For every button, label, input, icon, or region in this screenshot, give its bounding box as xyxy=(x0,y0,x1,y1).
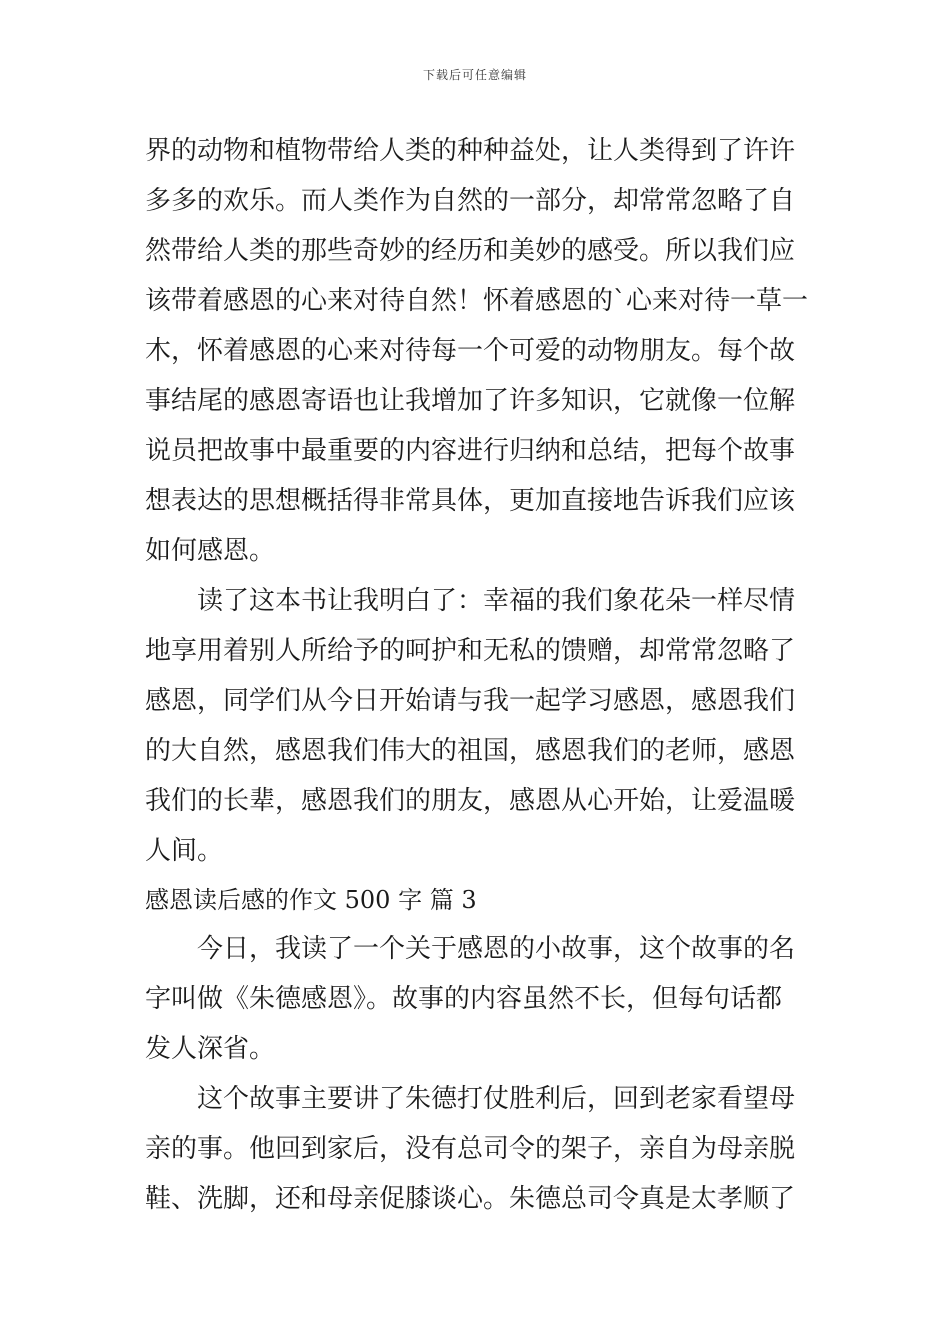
text-line: 人间。 xyxy=(145,836,224,866)
paragraph-start-line: 今日，我读了一个关于感恩的小故事，这个故事的名 xyxy=(197,934,796,964)
text-line: 如何感恩。 xyxy=(145,536,276,566)
text-line: 该带着感恩的心来对待自然！怀着感恩的`心来对待一草一 xyxy=(145,286,809,316)
text-line: 界的动物和植物带给人类的种种益处，让人类得到了许许 xyxy=(145,136,796,166)
text-line: 木，怀着感恩的心来对待每一个可爱的动物朋友。每个故 xyxy=(145,336,796,366)
text-line: 我们的长辈，感恩我们的朋友，感恩从心开始，让爱温暖 xyxy=(145,786,796,816)
text-line: 想表达的思想概括得非常具体，更加直接地告诉我们应该 xyxy=(145,486,796,516)
text-line: 字叫做《朱德感恩》。故事的内容虽然不长，但每句话都 xyxy=(145,984,783,1014)
text-line: 亲的事。他回到家后，没有总司令的架子，亲自为母亲脱 xyxy=(145,1134,796,1164)
text-line: 感恩，同学们从今日开始请与我一起学习感恩，感恩我们 xyxy=(145,686,796,716)
text-line: 的大自然，感恩我们伟大的祖国，感恩我们的老师，感恩 xyxy=(145,736,796,766)
document-body xyxy=(145,126,809,1224)
paragraph-start-line: 读了这本书让我明白了：幸福的我们象花朵一样尽情 xyxy=(197,586,796,616)
text-line: 发人深省。 xyxy=(145,1034,276,1064)
text-line: 地享用着别人所给予的呵护和无私的馈赠，却常常忽略了 xyxy=(145,636,796,666)
section-heading: 感恩读后感的作文 500 字 篇 3 xyxy=(145,886,477,914)
text-line: 鞋、洗脚，还和母亲促膝谈心。朱德总司令真是太孝顺了 xyxy=(145,1184,796,1214)
paragraph-start-line: 这个故事主要讲了朱德打仗胜利后，回到老家看望母 xyxy=(197,1084,796,1114)
text-line: 多多的欢乐。而人类作为自然的一部分，却常常忽略了自 xyxy=(145,186,796,216)
text-line: 然带给人类的那些奇妙的经历和美妙的感受。所以我们应 xyxy=(145,236,796,266)
text-line: 说员把故事中最重要的内容进行归纳和总结，把每个故事 xyxy=(145,436,796,466)
text-line: 事结尾的感恩寄语也让我增加了许多知识，它就像一位解 xyxy=(145,386,796,416)
page-header: 下载后可任意编辑 xyxy=(422,68,527,82)
